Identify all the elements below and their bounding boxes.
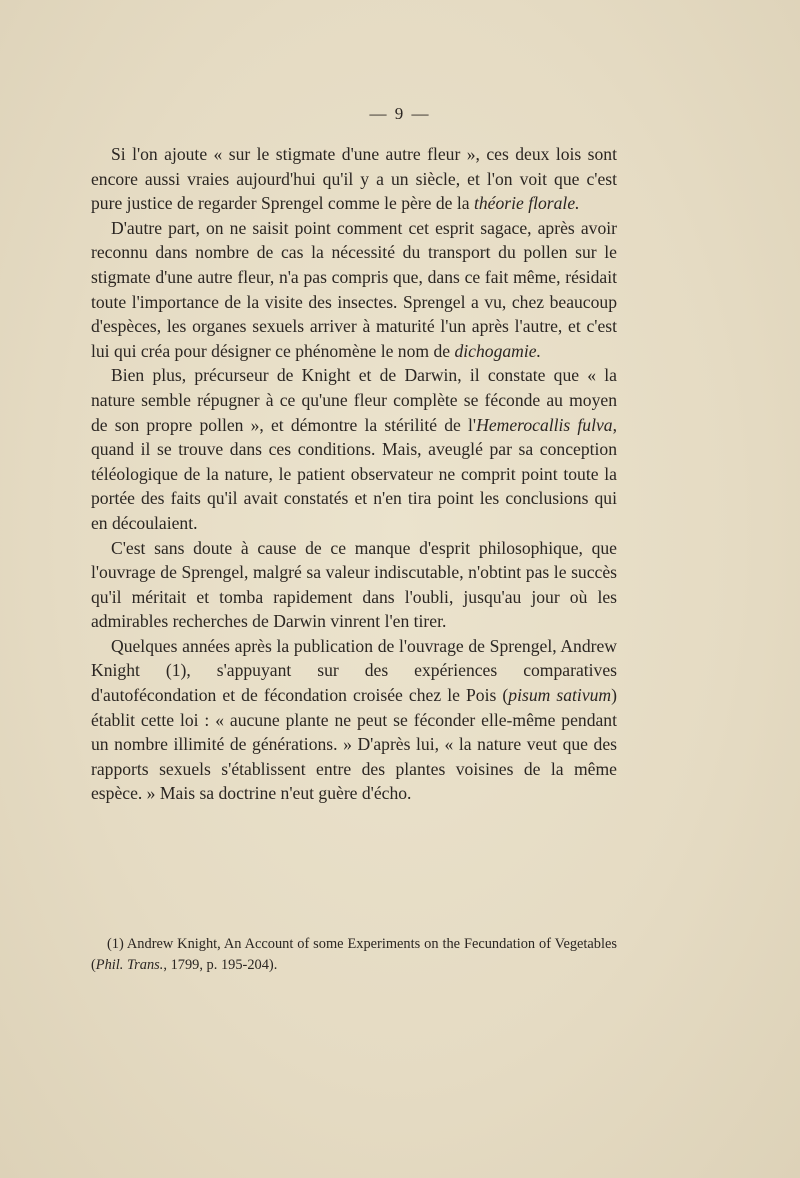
paragraph — [91, 634, 617, 806]
paragraph — [91, 363, 617, 535]
body-text — [91, 142, 617, 806]
paragraph — [91, 216, 617, 364]
italic-term: théorie florale. — [473, 193, 580, 214]
paragraph — [91, 142, 617, 216]
text-run: Bien plus, précurseur de Knight et de Darwin, il constate que « la nature semble répugner à ce qu'une fleur complète se féconde au moyen de son propre pollen », et démontre la stérilité de l' — [91, 365, 617, 435]
footnote-text: (1) Andrew Knight, An Account of some Experiments on the Fecundation of Vegetables ( — [91, 936, 617, 973]
text-run: , quand il se trouve dans ces conditions. Mais, aveuglé par sa conception téléologique de la nature, le patient observateur ne comprit point toute la portée des faits qu'il avait constatés et n'en tira point les conclusions qui en découlaient. — [91, 414, 618, 533]
text-run: D'autre part, on ne saisit point comment cet esprit sagace, après avoir reconnu dans nombre de cas la nécessité du transport du pollen sur le stigmate d'une autre fleur, n'a pas compris que, dans ce fait même, résidait toute l'importance de la visite des insectes. Sprengel a vu, chez beaucoup d'espèces, les organes sexuels arriver à maturité l'un après l'autre, et c'est lui qui créa pour désigner ce phénomène le nom de — [91, 217, 617, 361]
paragraph — [91, 536, 617, 634]
footnote-text: , 1799, p. 195-204). — [163, 957, 278, 973]
italic-term: dichogamie. — [454, 340, 541, 361]
footnote — [91, 934, 617, 976]
text-run: Si l'on ajoute « sur le stigmate d'une autre fleur », ces deux lois sont encore aussi vraies aujourd'hui qu'il y a un siècle, et l'on voit que c'est pure justice de regarder Sprengel comme le père de la — [91, 144, 617, 214]
text-run: C'est sans doute à cause de ce manque d'esprit philosophique, que l'ouvrage de Sprengel, malgré sa valeur indiscutable, n'obtint pas le succès qu'il méritait et tomba rapidement dans l'oubli, jusqu'au jour où les admirables recherches de Darwin vinrent l'en tirer. — [91, 537, 617, 632]
footnote-journal: Phil. Trans. — [95, 957, 164, 973]
page-number: — 9 — — [369, 104, 431, 123]
text-run: Quelques années après la publication de l'ouvrage de Sprengel, Andrew Knight (1), s'appuyant sur des expériences comparatives d'autofécondation et de fécondation croisée chez le Pois ( — [91, 635, 617, 706]
italic-term: Hemerocallis fulva — [476, 414, 613, 435]
italic-term: pisum sativum — [508, 685, 612, 706]
text-run: ) établit cette loi : « aucune plante ne peut se féconder elle-même pendant un nombre illimité de générations. » D'après lui, « la nature veut que des rapports sexuels s'établissent entre des plantes voisines de la même espèce. » Mais sa doctrine n'eut guère d'écho. — [91, 685, 617, 804]
